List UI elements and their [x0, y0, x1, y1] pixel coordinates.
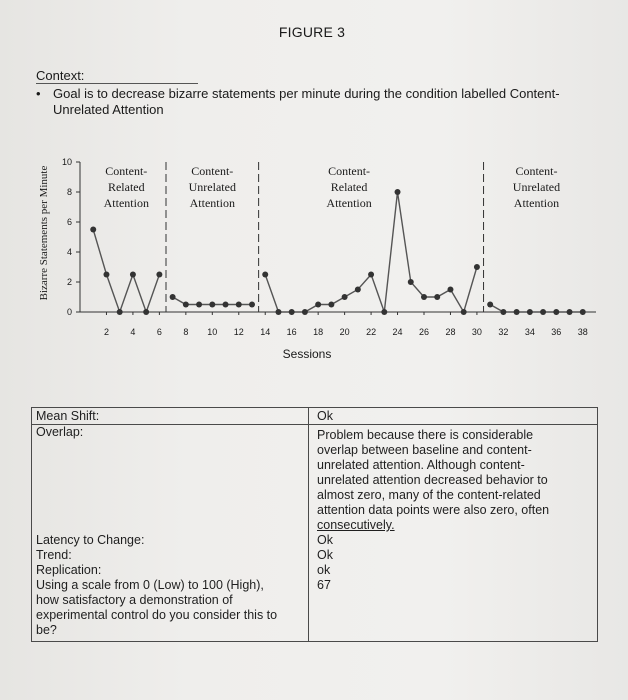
- data-point: [368, 272, 374, 278]
- y-axis-label: Bizarre Statements per Minute: [38, 165, 50, 301]
- data-point: [434, 294, 440, 300]
- phase-label: Content-: [191, 164, 234, 178]
- x-tick-label: 26: [418, 327, 430, 337]
- x-tick-label: 10: [207, 327, 218, 337]
- data-point: [447, 287, 453, 293]
- overlap-line: unrelated attention decreased behavior to: [317, 473, 548, 487]
- data-point: [328, 302, 334, 308]
- overlap-line: consecutively.: [317, 518, 395, 532]
- mean-shift-label: Mean Shift:: [36, 409, 100, 423]
- data-point: [183, 302, 189, 308]
- phase-label: Unrelated: [188, 180, 236, 194]
- x-tick-label: 20: [339, 327, 350, 337]
- x-tick-label: 16: [286, 327, 297, 337]
- x-tick-label: 6: [156, 327, 162, 337]
- x-tick-label: 12: [233, 327, 244, 337]
- overlap-line: almost zero, many of the content-related: [317, 488, 541, 502]
- data-point: [580, 309, 586, 315]
- phase-label: Related: [107, 180, 145, 194]
- phase-label: Attention: [189, 196, 235, 210]
- trend-value: Ok: [317, 548, 333, 562]
- data-point: [223, 302, 229, 308]
- x-tick-label: 24: [392, 327, 403, 337]
- y-tick-label: 0: [66, 307, 72, 317]
- data-point: [355, 287, 361, 293]
- context-underline: [36, 83, 198, 84]
- data-point: [381, 309, 387, 315]
- data-point: [567, 309, 573, 315]
- question-line: be?: [36, 623, 57, 637]
- x-tick-label: 32: [498, 327, 509, 337]
- latency-label: Latency to Change:: [36, 533, 145, 547]
- overlap-line: Problem because there is considerable: [317, 428, 534, 442]
- question-line: experimental control do you consider this to: [36, 608, 278, 622]
- series-line: [93, 230, 159, 313]
- question-line: Using a scale from 0 (Low) to 100 (High),: [36, 578, 264, 592]
- latency-value: Ok: [317, 533, 333, 547]
- phase-label: Content-: [105, 164, 148, 178]
- data-point: [315, 302, 321, 308]
- overlap-line: unrelated attention. Although content-: [317, 458, 525, 472]
- x-tick-label: 36: [551, 327, 562, 337]
- data-point: [156, 272, 162, 278]
- data-point: [527, 309, 533, 315]
- x-tick-label: 28: [445, 327, 456, 337]
- data-point: [487, 302, 493, 308]
- x-tick-label: 2: [103, 327, 109, 337]
- y-tick-label: 8: [66, 187, 72, 197]
- data-point: [474, 264, 480, 270]
- phase-label: Content-: [328, 164, 371, 178]
- replication-label: Replication:: [36, 563, 102, 577]
- data-point: [130, 272, 136, 278]
- data-point: [461, 309, 467, 315]
- context-label: Context:: [36, 68, 85, 83]
- phase-labels: [104, 164, 560, 210]
- bullet-marker: •: [36, 86, 41, 101]
- data-point: [236, 302, 242, 308]
- y-tick-label: 2: [66, 277, 72, 287]
- context-text: Goal is to decrease bizarre statements per minute during the condition labelled Content-Unrelated Attention: [53, 86, 560, 117]
- data-point: [553, 309, 559, 315]
- overlap-line: attention data points were also zero, often: [317, 503, 550, 517]
- x-tick-label: 18: [313, 327, 324, 337]
- x-tick-label: 4: [130, 327, 136, 337]
- phase-label: Attention: [326, 196, 372, 210]
- phase-label: Content-: [515, 164, 558, 178]
- evaluation-table: [31, 407, 598, 642]
- figure-title: FIGURE 3: [278, 24, 346, 40]
- x-tick-label: 8: [183, 327, 189, 337]
- x-tick-label: 14: [260, 327, 271, 337]
- data-point: [289, 309, 295, 315]
- overlap-label: Overlap:: [36, 425, 84, 439]
- y-tick-label: 10: [61, 157, 72, 167]
- y-tick-label: 4: [66, 247, 72, 257]
- data-point: [196, 302, 202, 308]
- overlap-value: [317, 428, 579, 533]
- data-point: [262, 272, 268, 278]
- question-line: how satisfactory a demonstration of: [36, 593, 233, 607]
- data-point: [249, 302, 255, 308]
- x-tick-label: 22: [366, 327, 377, 337]
- trend-label: Trend:: [36, 548, 72, 562]
- data-point: [342, 294, 348, 300]
- scale-question: [36, 578, 304, 638]
- series-line: [265, 192, 477, 312]
- phase-label: Attention: [103, 196, 149, 210]
- data-point: [302, 309, 308, 315]
- data-point: [170, 294, 176, 300]
- replication-value: ok: [317, 563, 331, 577]
- table-divider: [308, 408, 309, 641]
- data-point: [143, 309, 149, 315]
- scale-answer: 67: [317, 578, 331, 592]
- x-tick-label: 30: [471, 327, 482, 337]
- data-point: [275, 309, 281, 315]
- x-tick-label: 38: [577, 327, 588, 337]
- data-point: [408, 279, 414, 285]
- data-point: [395, 189, 401, 195]
- data-point: [500, 309, 506, 315]
- phase-label: Related: [330, 180, 368, 194]
- series-lines: [93, 192, 583, 312]
- overlap-line: overlap between baseline and content-: [317, 443, 532, 457]
- mean-shift-value: Ok: [317, 409, 333, 423]
- data-point: [421, 294, 427, 300]
- data-point: [103, 272, 109, 278]
- x-tick-label: 34: [524, 327, 535, 337]
- line-chart: [0, 140, 628, 365]
- data-point: [117, 309, 123, 315]
- phase-label: Unrelated: [512, 180, 561, 194]
- data-point: [514, 309, 520, 315]
- phase-label: Attention: [513, 196, 560, 210]
- x-axis-label: Sessions: [282, 347, 332, 361]
- y-tick-label: 6: [66, 217, 72, 227]
- data-point: [90, 227, 96, 233]
- data-point: [209, 302, 215, 308]
- data-point: [540, 309, 546, 315]
